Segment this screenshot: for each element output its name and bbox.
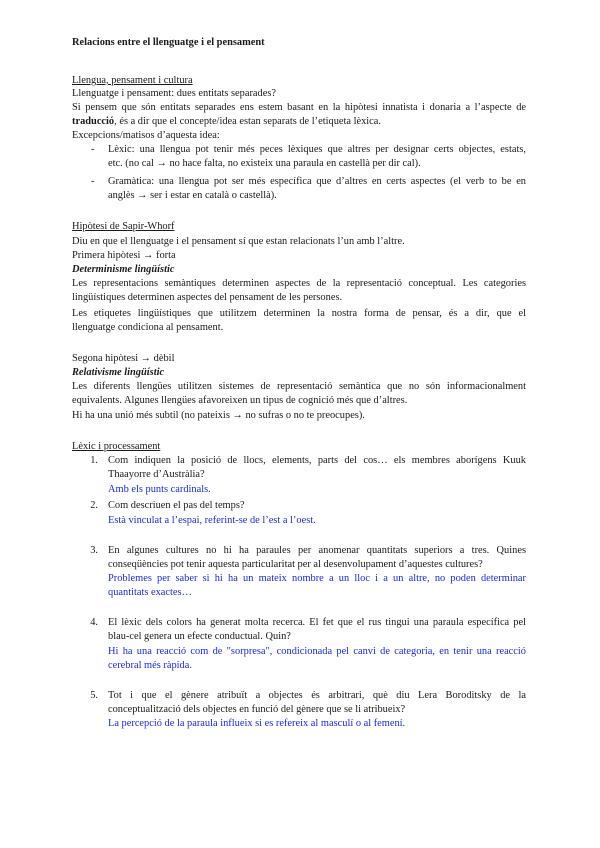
document-title: Relacions entre el llenguatge i el pensament	[72, 37, 265, 48]
answer-text: Està vinculat a l’espai, referint-se de l’est a l’oest.	[108, 515, 316, 526]
list-number: 4.	[90, 617, 98, 628]
question-text: blau-cel genera un efecte conductual. Quin?	[108, 631, 291, 642]
paragraph: equivalents. Algunes llengües afavoreixen un tipus de cognició més que d’altres.	[72, 395, 408, 406]
paragraph-text: , és a dir que el concepte/idea estan separats de l’etiqueta lèxica.	[114, 116, 381, 127]
paragraph: llenguatge condiciona al pensament.	[72, 322, 224, 333]
bold-term: traducció	[72, 116, 115, 127]
paragraph: Primera hipòtesi → forta	[72, 250, 176, 261]
paragraph: Llenguatge i pensament: dues entitats separades?	[72, 88, 276, 99]
subheading-determinisme: Determinisme lingüístic	[72, 264, 175, 275]
bullet-text: anglès → ser i estar en català o castellà).	[108, 190, 277, 201]
answer-text: Problemes per saber si hi ha un mateix nombre a un lloc i a un altre, no poden determinar	[108, 573, 526, 584]
question-text: En algunes cultures no hi ha paraules per anomenar quantitats superiors a tres. Quines	[108, 545, 526, 556]
bullet-text: etc. (no cal → no hace falta, no existeix una paraula en castellà per dir cal).	[108, 158, 421, 169]
paragraph: lingüístiques determinen aspectes del pensament de les persones.	[72, 292, 343, 303]
paragraph: Les etiquetes lingüístiques que utilitzem determinen la nostra forma de pensar, és a dir, que el	[72, 308, 526, 319]
paragraph: Excepcions/matisos d’aquesta idea:	[72, 130, 220, 141]
question-text: El lèxic dels colors ha generat molta recerca. El fet que el rus tingui una paraula específica pel	[108, 617, 526, 628]
list-number: 1.	[90, 455, 98, 466]
section-heading-lexic: Lèxic i processament	[72, 441, 161, 452]
answer-text: cerebral més ràpida.	[108, 660, 192, 671]
list-number: 5.	[90, 690, 98, 701]
question-text: Thaayorre d’Austràlia?	[108, 469, 205, 480]
question-text: conseqüències pot tenir aquesta particularitat per al desenvolupament d’aquestes cultures?	[108, 559, 483, 570]
bullet-dash: -	[91, 144, 95, 155]
paragraph: Diu en que el llenguatge i el pensament sí que estan relacionats l’un amb l’altre.	[72, 236, 405, 247]
question-text: Com descriuen el pas del temps?	[108, 500, 245, 511]
question-text: Com indiquen la posició de llocs, elements, parts del cos… els membres aborígens Kuuk	[108, 455, 526, 466]
section-heading-llengua: Llengua, pensament i cultura	[72, 75, 193, 86]
paragraph: Les diferents llengües utilitzen sistemes de representació semàntica que no són informacionalment	[72, 381, 526, 392]
answer-text: Amb els punts cardinals.	[108, 484, 211, 495]
answer-text: Hi ha una reacció com de "sorpresa", condicionada pel canvi de categoria, en tenir una reacció	[108, 646, 526, 657]
paragraph: Les representacions semàntiques determinen aspectes de la representació conceptual. Les categories	[72, 278, 526, 289]
paragraph: Segona hipòtesi → dèbil	[72, 353, 175, 364]
paragraph	[72, 115, 381, 128]
question-text: conceptualització dels objectes en funció del gènere que se li atribueix?	[108, 704, 406, 715]
answer-text: quantitats exactes…	[108, 587, 192, 598]
question-text: Tot i que el gènere atribuït a objectes és arbitrari, què diu Lera Boroditsky de la	[108, 690, 526, 701]
list-number: 3.	[90, 545, 98, 556]
paragraph: Hi ha una unió més subtil (no pateixis → no sufras o no te preocupes).	[72, 410, 365, 421]
bullet-text: Gramàtica: una llengua pot ser més específica que d’altres en certs aspectes (el verb to be en	[108, 176, 526, 187]
subheading-relativisme: Relativisme lingüístic	[72, 367, 165, 378]
bullet-text: Lèxic: una llengua pot tenir més peces lèxiques que altres per designar certs objectes, estats,	[108, 144, 526, 155]
section-heading-sapir-whorf: Hipòtesi de Sapir-Whorf	[72, 221, 175, 232]
paragraph: Si pensem que són entitats separades ens estem basant en la hipòtesi innatista i donaria a l’aspecte de	[72, 102, 526, 113]
list-number: 2.	[90, 500, 98, 511]
bullet-dash: -	[91, 176, 95, 187]
answer-text: La percepció de la paraula influeix si es refereix al masculí o al femení.	[108, 718, 406, 729]
